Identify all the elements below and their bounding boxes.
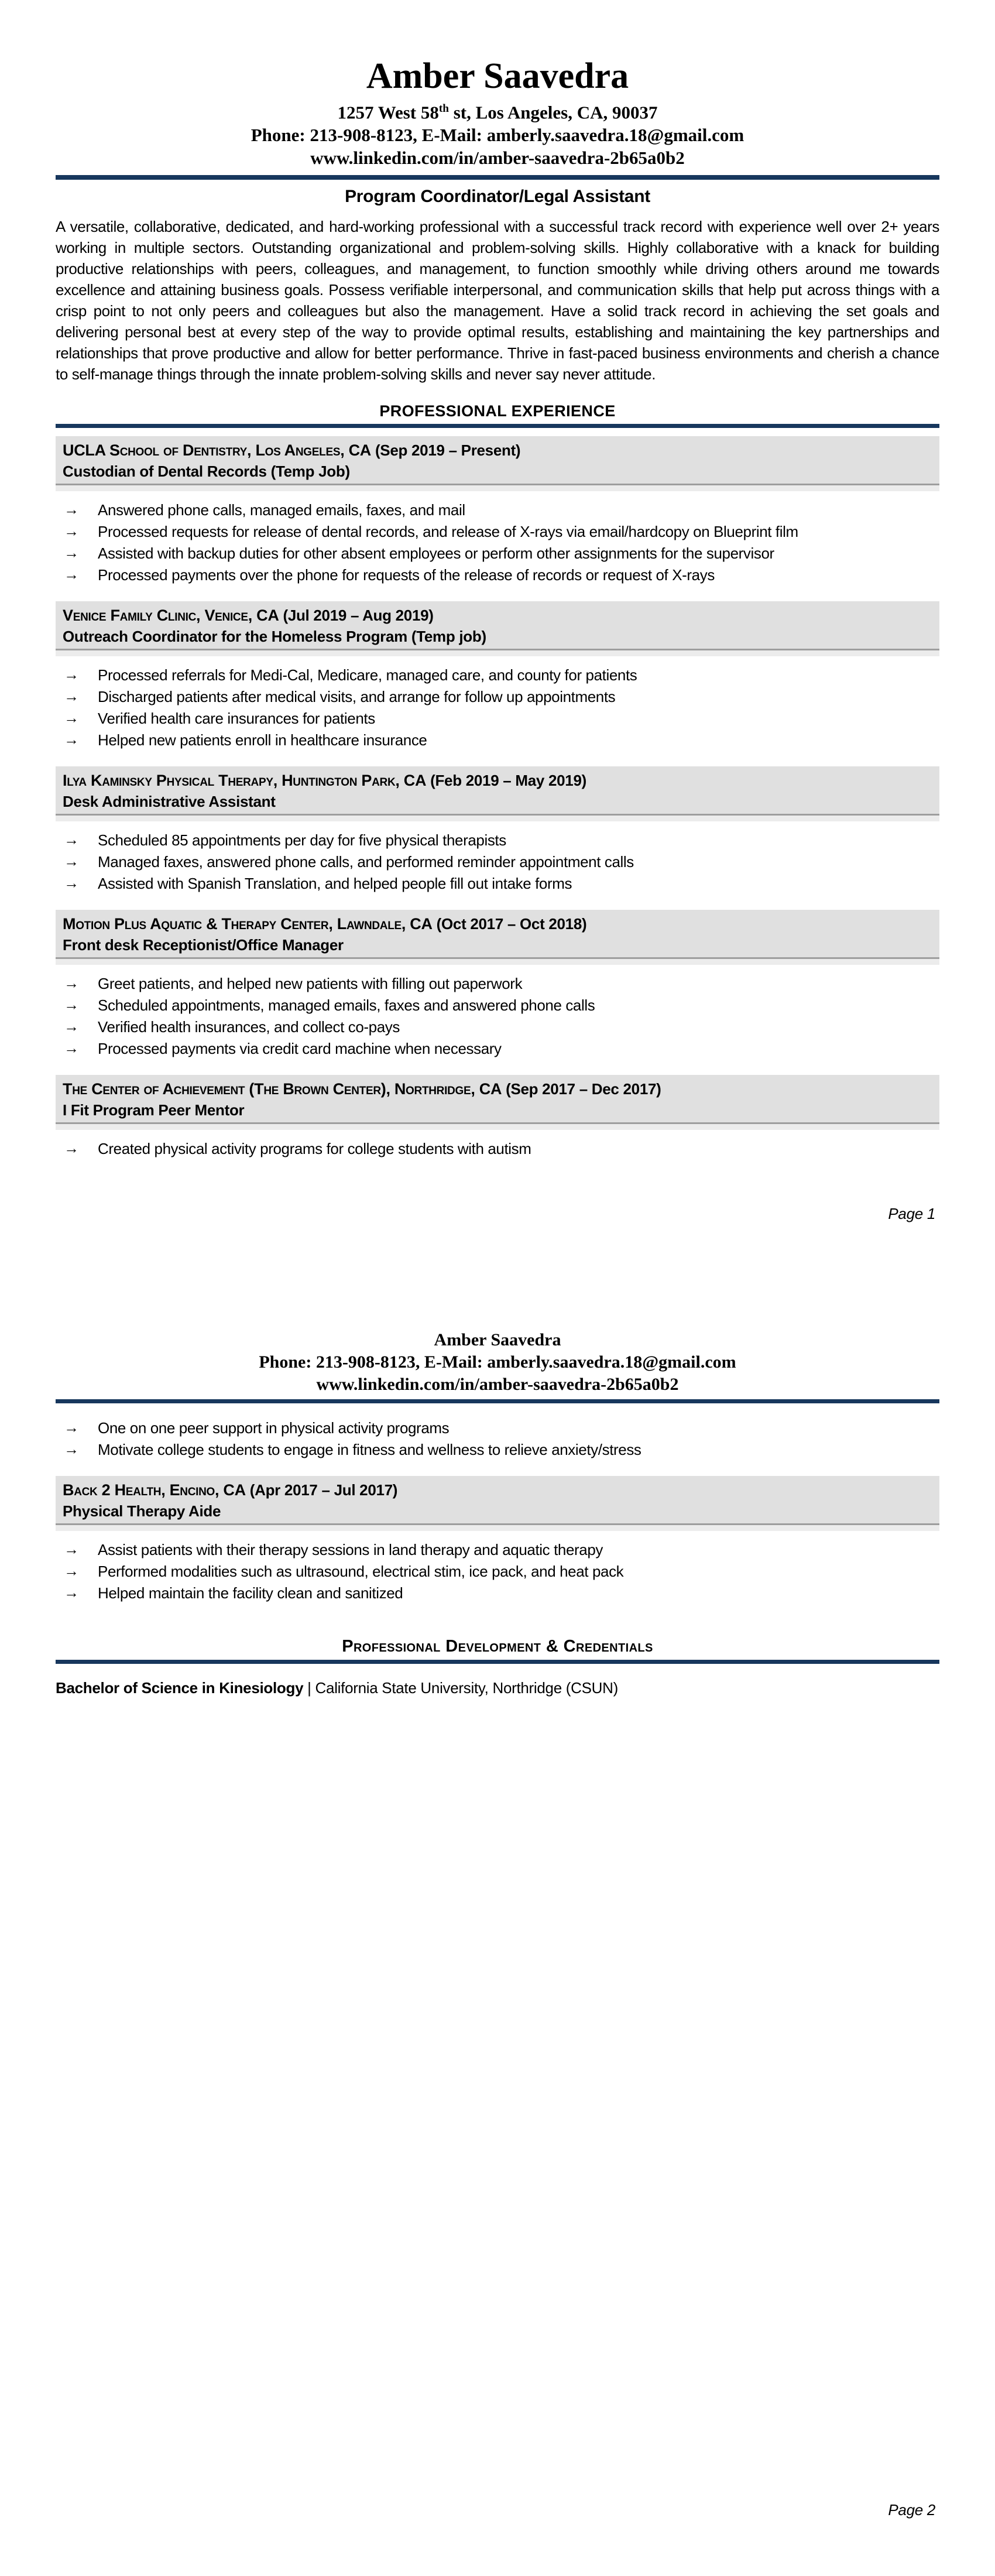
- job-divider: [56, 814, 939, 821]
- bullet-item: → Answered phone calls, managed emails, faxes, and mail: [56, 499, 939, 521]
- job-company-line: [56, 1078, 939, 1099]
- job-divider: [56, 484, 939, 491]
- job-dates: (Feb 2019 – May 2019): [426, 772, 586, 790]
- job-role: Physical Therapy Aide: [63, 1502, 221, 1520]
- bullet-item: → Assisted with backup duties for other absent employees or perform other assignments for the supervisor: [56, 543, 939, 564]
- bullet-list: [56, 1138, 939, 1160]
- name-heading: Amber Saavedra: [366, 56, 629, 96]
- address-text: 1257 West 58: [337, 102, 439, 123]
- bullet-list: [56, 973, 939, 1060]
- address-line: [56, 97, 939, 124]
- bullet-item: → One on one peer support in physical activity programs: [56, 1417, 939, 1439]
- job-company-line: [56, 605, 939, 626]
- address-ordinal: th: [438, 102, 449, 115]
- bullet-item: → Processed requests for release of dental records, and release of X-rays via email/hardcopy on Blueprint film: [56, 521, 939, 543]
- bullet-item: → Processed payments over the phone for requests of the release of records or request of X-rays: [56, 564, 939, 586]
- page-2-content: [0, 1288, 995, 1697]
- bullet-item: → Assist patients with their therapy sessions in land therapy and aquatic therapy: [56, 1539, 939, 1561]
- degree-school: | California State University, Northridge (CSUN): [303, 1679, 618, 1697]
- bullet-item: → Helped new patients enroll in healthcare insurance: [56, 729, 939, 751]
- job-divider: [56, 649, 939, 656]
- job-role: Custodian of Dental Records (Temp Job): [63, 463, 350, 481]
- job-block-motion-plus: [56, 910, 939, 965]
- bullet-list: [56, 1417, 939, 1461]
- job-block-center-of-achievement: [56, 1075, 939, 1130]
- bullet-item: → Processed referrals for Medi-Cal, Medicare, managed care, and county for patients: [56, 664, 939, 686]
- bullet-item: → Discharged patients after medical visits, and arrange for follow up appointments: [56, 686, 939, 708]
- bullet-item: → Performed modalities such as ultrasound, electrical stim, ice pack, and heat pack: [56, 1561, 939, 1582]
- bullet-item: → Created physical activity programs for college students with autism: [56, 1138, 939, 1160]
- job-company: Motion Plus Aquatic & Therapy Center, Lawndale, CA: [63, 915, 433, 933]
- section-heading-credentials: Professional Development & Credentials: [342, 1637, 653, 1656]
- phone-email-line: Phone: 213-908-8123, E-Mail: amberly.saavedra.18@gmail.com: [251, 125, 744, 146]
- job-role: Outreach Coordinator for the Homeless Program (Temp job): [63, 628, 486, 646]
- page-2-header: [56, 1288, 939, 1396]
- job-company-line: [56, 1479, 939, 1501]
- section-heading-experience: PROFESSIONAL EXPERIENCE: [379, 402, 616, 420]
- job-dates: (Apr 2017 – Jul 2017): [245, 1481, 398, 1499]
- bullet-item: → Scheduled 85 appointments per day for five physical therapists: [56, 830, 939, 851]
- bullet-list: [56, 664, 939, 751]
- job-company-line: [56, 440, 939, 461]
- bullet-item: → Greet patients, and helped new patients with filling out paperwork: [56, 973, 939, 995]
- job-divider: [56, 957, 939, 965]
- page-2: [0, 1288, 995, 2576]
- document-title: Program Coordinator/Legal Assistant: [345, 187, 650, 207]
- job-divider: [56, 1523, 939, 1531]
- page-number-footer: Page 1: [888, 1205, 935, 1222]
- job-dates: (Oct 2017 – Oct 2018): [432, 915, 587, 933]
- address-text-rest: st, Los Angeles, CA, 90037: [448, 102, 658, 123]
- job-company: Ilya Kaminsky Physical Therapy, Huntington Park, CA: [63, 772, 427, 790]
- job-company: Venice Family Clinic, Venice, CA: [63, 607, 279, 625]
- bullet-list: [56, 830, 939, 895]
- bullet-item: → Helped maintain the facility clean and sanitized: [56, 1582, 939, 1604]
- job-dates: (Sep 2017 – Dec 2017): [502, 1080, 661, 1098]
- header-divider-rule: [56, 1399, 939, 1403]
- job-block-venice: [56, 601, 939, 656]
- job-company-line: [56, 913, 939, 934]
- name-heading: Amber Saavedra: [434, 1330, 561, 1349]
- job-dates: (Sep 2019 – Present): [371, 441, 521, 460]
- linkedin-line: www.linkedin.com/in/amber-saavedra-2b65a0b2: [316, 1375, 679, 1394]
- phone-email-line: Phone: 213-908-8123, E-Mail: amberly.saavedra.18@gmail.com: [259, 1352, 736, 1372]
- bullet-list: [56, 1539, 939, 1604]
- summary-paragraph: A versatile, collaborative, dedicated, and hard-working professional with a successful track record with experience well over 2+ years working in multiple sectors. Outstanding organizational and problem-solving skills. Highly collaborative with a knack for building productive relationships with peers, colleagues, and management, to function smoothly while driving others around me towards excellence and attaining business goals. Possess verifiable interpersonal, and communication skills that help put across things with a crisp point to not only peers and colleagues but also the management. Have a solid track record in achieving the set goals and delivering personal best at every step of the way to provide optimal results, establishing and maintaining the key partnerships and relationships that prove productive and allow for better performance. Thrive in fast-paced business environments and cherish a chance to self-manage things through the innate problem-solving skills and never say never attitude.: [56, 218, 939, 383]
- job-company: Back 2 Health, Encino, CA: [63, 1481, 246, 1499]
- job-block-ilya-kaminsky: [56, 766, 939, 821]
- job-block-back-2-health: [56, 1476, 939, 1531]
- job-company: The Center of Achievement (The Brown Center), Northridge, CA: [63, 1080, 502, 1098]
- bullet-list: [56, 499, 939, 586]
- degree-name: Bachelor of Science in Kinesiology: [56, 1679, 304, 1697]
- job-block-ucla: [56, 436, 939, 491]
- job-role: I Fit Program Peer Mentor: [63, 1101, 245, 1119]
- job-company-line: [56, 770, 939, 791]
- bullet-item: → Scheduled appointments, managed emails, faxes and answered phone calls: [56, 995, 939, 1016]
- bullet-item: → Motivate college students to engage in fitness and wellness to relieve anxiety/stress: [56, 1439, 939, 1461]
- bullet-item: → Processed payments via credit card machine when necessary: [56, 1038, 939, 1060]
- linkedin-line: www.linkedin.com/in/amber-saavedra-2b65a0b2: [310, 148, 685, 169]
- job-role: Front desk Receptionist/Office Manager: [63, 936, 344, 954]
- degree-line: [56, 1679, 939, 1697]
- experience-divider-rule: [56, 424, 939, 428]
- bullet-item: → Verified health care insurances for patients: [56, 708, 939, 729]
- bullet-item: → Managed faxes, answered phone calls, and performed reminder appointment calls: [56, 851, 939, 873]
- job-role: Desk Administrative Assistant: [63, 793, 276, 811]
- page-number-footer: Page 2: [888, 2501, 935, 2519]
- job-dates: (Jul 2019 – Aug 2019): [279, 607, 434, 625]
- credentials-divider-rule: [56, 1660, 939, 1664]
- job-divider: [56, 1122, 939, 1130]
- bullet-item: → Verified health insurances, and collect co-pays: [56, 1016, 939, 1038]
- header-divider-rule: [56, 175, 939, 180]
- page-1-content: [0, 0, 995, 1160]
- job-company: UCLA School of Dentistry, Los Angeles, CA: [63, 441, 372, 460]
- bullet-item: → Assisted with Spanish Translation, and helped people fill out intake forms: [56, 873, 939, 895]
